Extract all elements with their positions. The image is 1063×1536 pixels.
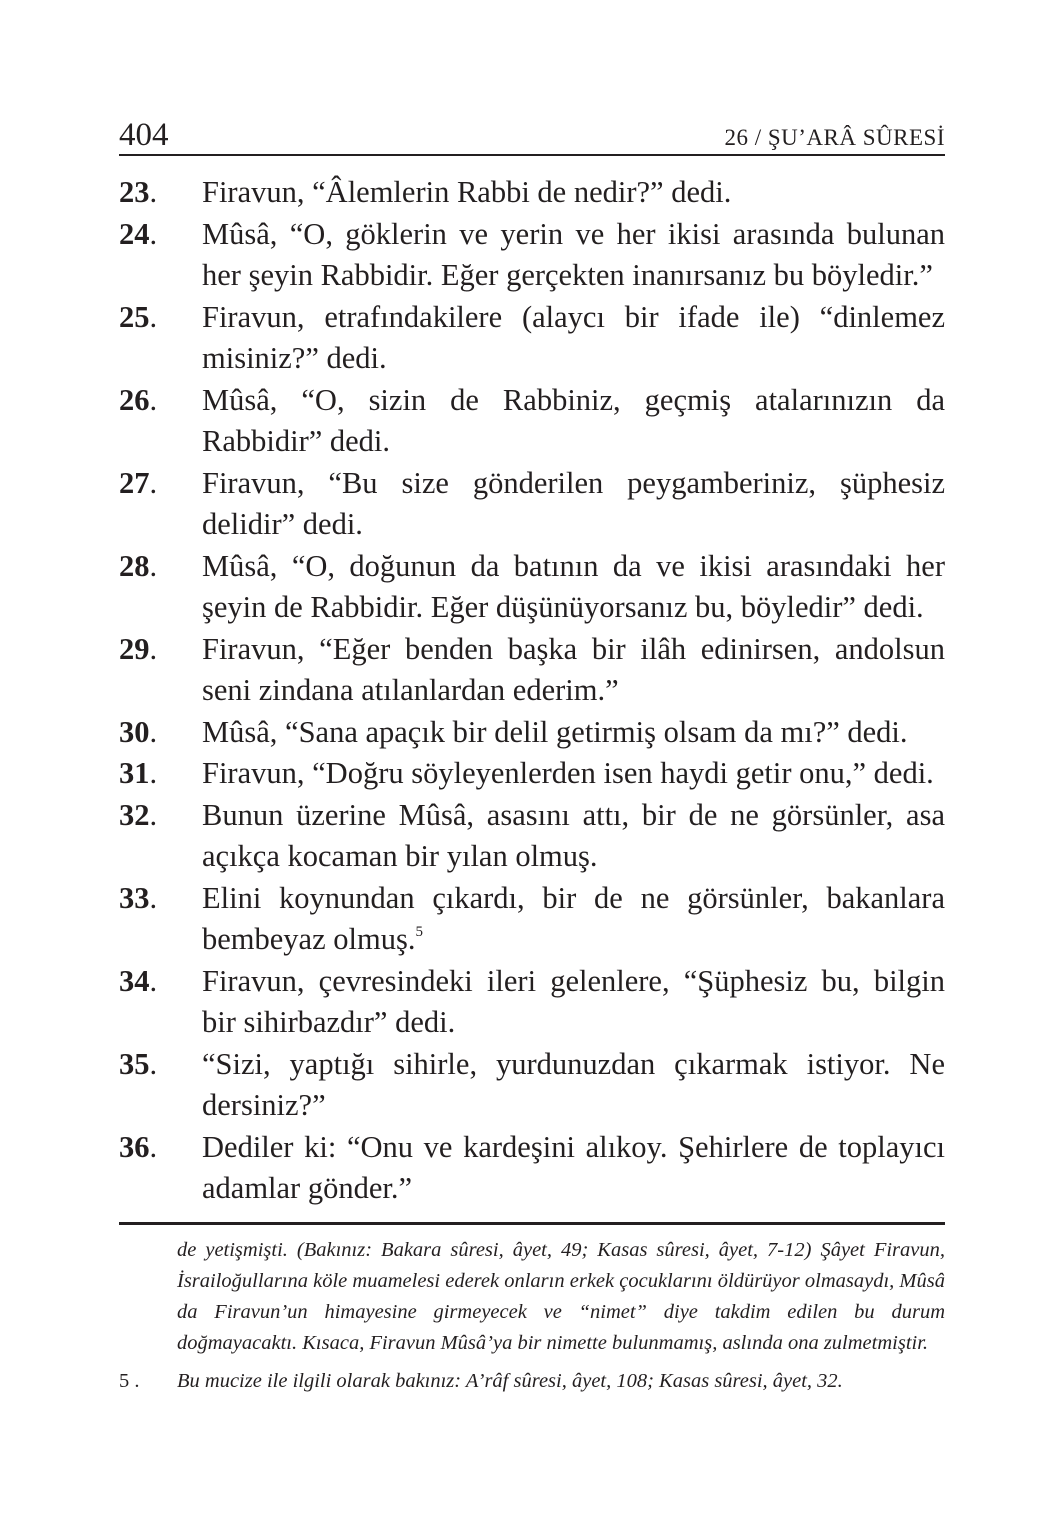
verse-item: 26. Mûsâ, “O, sizin de Rabbiniz, geçmiş atalarınızın da Rabbidir” dedi. [119, 380, 945, 463]
verse-text: Dediler ki: “Onu ve kardeşini alıkoy. Şehirlere de toplayıcı adamlar gönder.” [202, 1129, 945, 1205]
verse-text: Firavun, “Eğer benden başka bir ilâh edinirsen, andolsun seni zindana atılanlardan ederim.” [202, 631, 945, 707]
verse-text: Mûsâ, “O, sizin de Rabbiniz, geçmiş atalarınızın da Rabbidir” dedi. [202, 382, 945, 458]
footnote-item [119, 1366, 945, 1397]
verse-number: 24 [119, 216, 150, 251]
book-page [119, 112, 945, 1397]
verse-text: Firavun, “Doğru söyleyenlerden isen haydi getir onu,” dedi. [202, 756, 934, 790]
verse-number: 35 [119, 1046, 150, 1081]
verse-item: 24. Mûsâ, “O, göklerin ve yerin ve her ikisi arasında bulunan her şeyin Rabbidir. Eğer gerçekten inanırsanız bu böyledir.” [119, 214, 945, 297]
footnote-continuation: de yetişmişti. (Bakınız: Bakara sûresi, âyet, 49; Kasas sûresi, âyet, 7-12) Şâyet Firavun, İsrailoğullarına köle muamelesi ederek onların erkek çocuklarını öldürüyor olmasaydı, Mûsâ da Firavun’un himayesine girmeyecek ve “nimet” diye takdim edilen bu durum doğmayacaktı. Kısaca, Firavun Mûsâ’ya bir nimette bulunmamış, aslında ona zulmetmiştir. [177, 1238, 945, 1354]
verse-number: 28 [119, 548, 150, 583]
verse-text: Firavun, etrafındakilere (alaycı bir ifade ile) “dinlemez misiniz?” dedi. [202, 299, 945, 375]
verse-number: 36 [119, 1129, 150, 1164]
verse-number: 25 [119, 299, 150, 334]
verse-text: Bunun üzerine Mûsâ, asasını attı, bir de ne görsünler, asa açıkça kocaman bir yılan olmuş. [202, 797, 945, 873]
footnote-divider [119, 1222, 945, 1225]
verse-number: 31 [119, 756, 150, 790]
verse-text: Mûsâ, “Sana apaçık bir delil getirmiş olsam da mı?” dedi. [202, 714, 908, 749]
verse-number: 34 [119, 963, 150, 998]
verse-number: 27 [119, 465, 150, 500]
verse-item: 36. Dediler ki: “Onu ve kardeşini alıkoy. Şehirlere de toplayıcı adamlar gönder.” [119, 1127, 945, 1210]
verse-item: 32. Bunun üzerine Mûsâ, asasını attı, bir de ne görsünler, asa açıkça kocaman bir yılan olmuş. [119, 795, 945, 878]
verse-text: Elini koynundan çıkardı, bir de ne görsünler, bakanlara bembeyaz olmuş. [202, 880, 945, 956]
verse-number: 30 [119, 714, 150, 749]
running-title: 26 / ŞU’ARÂ SÛRESİ [724, 125, 945, 150]
verse-item: 28. Mûsâ, “O, doğunun da batının da ve ikisi arasındaki her şeyin de Rabbidir. Eğer düşünüyorsanız bu, böyledir” dedi. [119, 546, 945, 629]
page-header [119, 112, 945, 156]
verse-text: “Sizi, yaptığı sihirle, yurdunuzdan çıkarmak istiyor. Ne dersiniz?” [202, 1046, 945, 1122]
footnote-reference[interactable]: 5 [415, 924, 423, 940]
verse-text: Mûsâ, “O, göklerin ve yerin ve her ikisi arasında bulunan her şeyin Rabbidir. Eğer gerçekten inanırsanız bu böyledir.” [202, 216, 945, 292]
footnote-number: 5 . [119, 1369, 140, 1392]
verse-item: 25. Firavun, etrafındakilere (alaycı bir ifade ile) “dinlemez misiniz?” dedi. [119, 297, 945, 380]
verse-item: 34. Firavun, çevresindeki ileri gelenlere, “Şüphesiz bu, bilgin bir sihirbazdır” dedi. [119, 961, 945, 1044]
verse-number: 23 [119, 175, 150, 209]
page-number: 404 [119, 117, 169, 153]
verse-number: 32 [119, 797, 150, 832]
verse-text: Firavun, “Bu size gönderilen peygamberiniz, şüphesiz delidir” dedi. [202, 465, 945, 541]
verse-number: 29 [119, 631, 150, 666]
verse-number: 33 [119, 880, 150, 915]
verse-item: 27. Firavun, “Bu size gönderilen peygamberiniz, şüphesiz delidir” dedi. [119, 463, 945, 546]
verse-item: 33. Elini koynundan çıkardı, bir de ne görsünler, bakanlara bembeyaz olmuş.$^5$ [119, 880, 945, 956]
verse-item: 30. Mûsâ, “Sana apaçık bir delil getirmiş olsam da mı?” dedi. [119, 712, 945, 754]
verse-text: Firavun, “Âlemlerin Rabbi de nedir?” dedi. [202, 175, 732, 209]
verse-list [119, 172, 945, 1210]
verse-item: 35. “Sizi, yaptığı sihirle, yurdunuzdan çıkarmak istiyor. Ne dersiniz?” [119, 1044, 945, 1127]
verse-item: 29. Firavun, “Eğer benden başka bir ilâh edinirsen, andolsun seni zindana atılanlardan ederim.” [119, 629, 945, 712]
footnote-text: Bu mucize ile ilgili olarak bakınız: A’râf sûresi, âyet, 108; Kasas sûresi, âyet, 32. [177, 1369, 843, 1392]
verse-number: 26 [119, 382, 150, 417]
verse-item: 31. Firavun, “Doğru söyleyenlerden isen haydi getir onu,” dedi. [119, 753, 945, 795]
verse-text: Mûsâ, “O, doğunun da batının da ve ikisi arasındaki her şeyin de Rabbidir. Eğer düşünüyorsanız bu, böyledir” dedi. [202, 548, 945, 624]
verse-text: Firavun, çevresindeki ileri gelenlere, “Şüphesiz bu, bilgin bir sihirbazdır” dedi. [202, 963, 945, 1039]
verse-item: 23. Firavun, “Âlemlerin Rabbi de nedir?” dedi. [119, 172, 945, 214]
